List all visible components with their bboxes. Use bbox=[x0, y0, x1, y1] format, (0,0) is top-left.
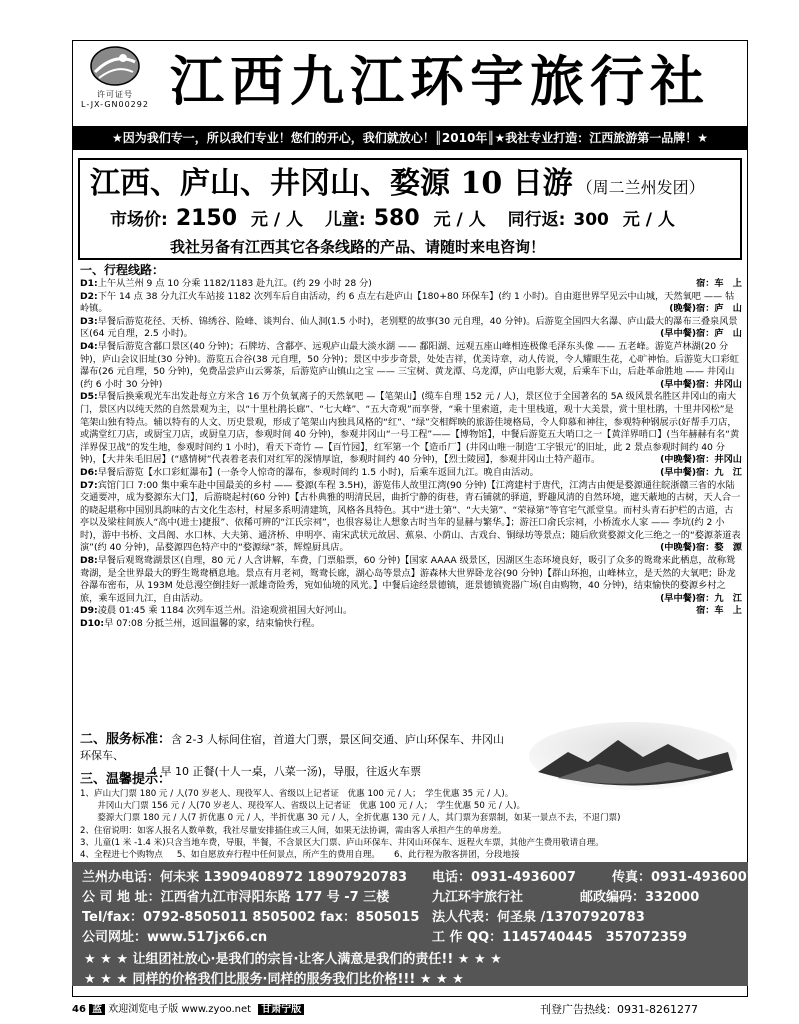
day-item bbox=[80, 618, 742, 631]
day-label: D6: bbox=[80, 466, 98, 478]
tip-line: 1、庐山大门票 180 元 / 人(70 岁老人、现役军人、省级以上记者证 优惠 100 元 / 人； 学生优惠 35 元 / 人)。 bbox=[80, 789, 514, 799]
itinerary-heading: 一、行程线路： bbox=[80, 263, 165, 277]
day-stay: (早中餐)宿：九 江 bbox=[660, 592, 742, 604]
day-item bbox=[80, 278, 742, 291]
route-title-text: 江西、庐山、井冈山、婺源 10 日游 bbox=[90, 166, 573, 201]
day-stay: (晚餐)宿：庐 山 bbox=[669, 303, 742, 315]
tip-item: 6、此行程为散客拼团，分段地接 bbox=[393, 850, 520, 861]
lanzhou-office: 兰州办电话：何未来 13909408972 18907920783 bbox=[82, 870, 408, 885]
child-price: 儿童: 580 元 / 人 bbox=[324, 206, 486, 231]
day-text: 早餐后换乘观光车出发赴每立方米含 16 万个负氧离子的天然氧吧 —【笔架山】(缆车自理 152 元 / 人)，景区位于全国著名的 5A 级风景名胜区井冈山的南大门，景区内以纯天然的自然景观为主，以“十里杜鹃长廊”、“七大峰”、“五大奇观”而享誉，“乘十里索道，走十里栈道，观十大美景，赏十里杜鹃，十里井冈松”是笔架山独有特点。辅以特有的人文、历史景观，形成了笔架山内独具风格的“红”、“绿”交相辉映的旅游佳境格局，令人仰慕和神往，参观特种钢展示(好帮手刀店，或满堂红刀店，或厨宝刀店，或厨皇刀店，参观时间 40 分钟)，参观井冈山“一号工程”——【博物馆】，中餐后游览五大哨口之一【黄洋界哨口】(当年赫赫有名“黄洋界保卫战”的发生地，参观时间约 1 小时)，看天下奇竹 —【百竹园】，红军第一个【造币厂】(井冈山唯一制造‘工字银元’的旧址，此 2 景点参观时间约 40 分钟)，【大井朱毛旧居】(“感情树”代表着老表们对红军的深情厚谊，参观时间约 40 分钟)，【烈士陵园】，参观井冈山土特产超市。 bbox=[80, 391, 740, 466]
day-label: D10: bbox=[80, 618, 105, 630]
logo-emblem-icon bbox=[89, 44, 141, 90]
day-item bbox=[80, 341, 742, 391]
notice-line: 我社另备有江西其它各条线路的产品、请随时来电咨询！ bbox=[170, 238, 546, 256]
itinerary bbox=[80, 263, 742, 631]
day-text: 早餐后观鸳鸯湖景区(自理，80 元 / 人含讲解，车费，门票船票，60 分钟)【国家 AAAA 级景区，因湖区生态环境良好，吸引了众多的鸳鸯来此栖息，故称鸳鸯湖，是全世界最大的野生鸳鸯栖息地。景点有月老祠，鸳鸯长廊，湖心岛等景点】游森林大世界卧龙谷(90 分钟)【群山环抱，山峰林立，是天然的大氧吧；卧龙谷瀑布密布，从 193M 处总漫空倒挂好一派雄奇险秀，宛如仙境的风光。】中餐后途经景德镇，逛景德镇瓷器广场(自由购物，40 分钟)，结束愉快的婺源乡村之旅，乘车返回九江，自由活动。 bbox=[80, 555, 736, 604]
tip-item: 5、如自愿放弃行程中任何景点，所产生的费用自理。 bbox=[176, 850, 380, 861]
fax: 传真：0931-4936007 bbox=[612, 870, 756, 885]
phone: 电话：0931-4936007 bbox=[432, 870, 576, 885]
day-stay: (早中餐)宿：庐 山 bbox=[660, 328, 742, 340]
route-subtitle: （周二兰州发团） bbox=[576, 178, 705, 197]
tip-line: 2、住宿说明：如客人报名人数单数，我社尽量安排插住或三人间，如果无法协调，需由客人承担产生的单房差。 bbox=[80, 825, 507, 836]
day-label: D4: bbox=[80, 340, 98, 352]
page-title: 江西九江环宇旅行社 bbox=[170, 49, 710, 113]
market-price: 市场价: 2150 元 / 人 bbox=[110, 206, 304, 231]
ad-hotline: 刊登广告热线：0931-8261277 bbox=[540, 1003, 698, 1016]
service-heading: 二、服务标准： bbox=[80, 732, 172, 747]
day-stay: (中晚餐)宿：井冈山 bbox=[660, 454, 742, 466]
tel-fax: Tel/fax：0792-8505011 8505002 fax：8505015 bbox=[82, 910, 420, 925]
page-number: 46 bbox=[72, 1004, 86, 1015]
day-text: 凌晨 01:45 乘 1184 次列车返兰州。沿途观赏祖国大好河山。 bbox=[97, 605, 353, 617]
day-text: 早餐后游览含鄱口景区(40 分钟)；石牌坊、含鄱亭、远观庐山最大淡水湖 —— 鄱阳湖、远观五座山峰相连极像毛泽东头像 —— 五老峰。游览芦林湖(20 分钟)，庐山会议旧址(30 分钟)。游览五合谷(38 元自理，50 分钟)；景区中步步奇景，处处吉祥，优美诗章，动人传说，令人耀眼生花，心旷神怡。后游览大口彩虹瀑布(26 元自理，50 分钟)，免费品尝庐山云雾茶，后游览庐山镇山之宝 —— 三宝树、黄龙潭、乌龙潭，庐山电影大观，后乘车下山，后赴革命胜地 —— 井冈山(约 6 小时 30 分钟) bbox=[80, 340, 739, 390]
day-label: D1: bbox=[80, 278, 98, 289]
day-text: 上午从兰州 9 点 10 分乘 1182/1183 赴九江。(约 29 小时 28 分) bbox=[97, 278, 372, 289]
slogan-1: ★ ★ ★ 让组团社放心·是我们的宗旨·让客人满意是我们的责任!! ★ ★ ★ bbox=[84, 952, 502, 967]
tip-line: 3、儿童(1 米 -1.4 米)只含当地车费，导服，半餐，不含景区大门票、庐山环保车、井冈山环保车、返程火车票，其他产生费用敬请自理。 bbox=[80, 837, 604, 848]
day-list bbox=[80, 278, 742, 631]
day-item bbox=[80, 291, 742, 316]
day-item bbox=[80, 480, 742, 556]
license-number: L-JX-GN00292 bbox=[81, 100, 149, 109]
day-text: 下午 14 点 38 分九江火车站接 1182 次列车后自由活动，约 6 点左右赴庐山【180+80 环保车】(约 1 小时)。自由逛世界罕见云中山城，天然氧吧 —— 牯岭镇。 bbox=[80, 290, 735, 315]
work-qq: 工 作 QQ：1145740445 357072359 bbox=[432, 930, 688, 945]
day-stay: (中晚餐)宿：婺 源 bbox=[660, 542, 742, 554]
day-item bbox=[80, 316, 742, 341]
edition-tag: 蓝 bbox=[89, 1004, 105, 1015]
website: 公司网址：www.517jx66.cn bbox=[82, 930, 268, 945]
day-label: D2: bbox=[80, 290, 98, 302]
day-label: D9: bbox=[80, 605, 98, 617]
company-logo bbox=[80, 44, 150, 116]
day-label: D5: bbox=[80, 391, 98, 403]
day-label: D7: bbox=[80, 479, 98, 491]
day-text: 早餐后游览【水口彩虹瀑布】(一条令人惊奇的瀑布，参观时间约 1.5 小时)，后乘车返回九江。晚自由活动。 bbox=[97, 466, 539, 478]
tip-lines bbox=[80, 788, 742, 849]
license-label: 许可证号 bbox=[97, 90, 133, 99]
welcome-text: 欢迎浏览电子版 www.zyoo.net bbox=[108, 1004, 252, 1015]
tips-heading: 三、温馨提示： bbox=[80, 772, 172, 787]
day-stay: (早中餐)宿：井冈山 bbox=[660, 378, 742, 390]
service-line-1: 含 2-3 人标间住宿，首道大门票，景区间交通、庐山环保车、井冈山环保车、 bbox=[80, 733, 504, 762]
company-name: 九江环宇旅行社 bbox=[432, 890, 524, 905]
service-line-2: 4 早 10 正餐(十人一桌，八菜一汤)，导服，往返火车票 bbox=[150, 765, 422, 778]
tip-line: 婺源大门票 180 元 / 人(7 折优惠 0 元 / 人，半折优惠 30 元 / 人，全折优惠 130 元 / 人，其门票为套票制，如某一景点不去，不退门票) bbox=[80, 813, 621, 824]
tips bbox=[80, 772, 742, 861]
day-label: D8: bbox=[80, 555, 98, 567]
day-item bbox=[80, 467, 742, 480]
day-item bbox=[80, 391, 742, 467]
address: 公 司 地 址：江西省九江市浔阳东路 177 号 -7 三楼 bbox=[82, 890, 390, 905]
day-stay: 宿：车 上 bbox=[696, 605, 742, 617]
tip-row bbox=[80, 849, 742, 861]
peer-price: 同行返: 300 元 / 人 bbox=[507, 210, 675, 230]
footer bbox=[72, 998, 748, 1022]
price-row bbox=[110, 206, 691, 233]
slogan-2: ★ ★ ★ 同样的价格我们比服务·同样的服务我们比价格!!! ★ ★ ★ bbox=[84, 972, 464, 987]
day-text: 早餐后游览花径、天桥、锦绣谷、险峰、谈判台、仙人洞(1.5 小时)，老别墅的故事(30 元自理，40 分钟)。后游览全国四大名瀑、庐山最大的瀑布三叠泉风景区(64 元自理，2.5 小时)。 bbox=[80, 315, 738, 340]
legal-rep: 法人代表：何圣泉 /13707920783 bbox=[432, 910, 645, 925]
contact-bar bbox=[72, 862, 756, 987]
day-text: 早 07:08 分抵兰州，返回温馨的家，结束愉快行程。 bbox=[104, 618, 321, 630]
edition-tag-2: 甘肃宁版 bbox=[258, 1004, 304, 1015]
day-label: D3: bbox=[80, 315, 98, 327]
tip-item: 4、全程进七个购物点 bbox=[80, 850, 163, 861]
day-stay: 宿：车 上 bbox=[696, 278, 742, 289]
day-item bbox=[80, 605, 742, 618]
route-title bbox=[90, 162, 705, 210]
day-stay: (早中餐)宿：九 江 bbox=[660, 466, 742, 478]
tip-line: 井冈山大门票 156 元 / 人(70 岁老人、现役军人、省级以上记者证 优惠 100 元 / 人； 学生优惠 50 元 / 人)。 bbox=[80, 801, 526, 812]
day-text: 宾馆门口 7:00 集中乘车赴中国最美的乡村 —— 婺源(车程 3.5H)，游览伟人故里江湾(90 分钟)【江湾建村于唐代，江湾古由便是婺源通往皖浙赣三省的水陆交通要冲，成为婺源东大门】，后游晓起村(60 分钟)【古朴典雅的明清民居，曲折宁静的街巷，青石铺就的驿道，野趣风清的自然环境，遮天蔽地的古树，天人合一的晓起堪称中国别具韵味的古文化生态村，村屋多系明清建筑，风格各具特色。其中“进士第”、“大夫第”、“荣禄第”等官宅气派堂皇。而村头青石护栏的古道，古亭以及梁柱间族人“高中(进士)捷报”、依稀可辨的“江氏宗祠”，也很容易让人想象古时当年的显赫与繁华。】；游汪口俞氏宗祠，小桥流水人家 —— 李坑(约 2 小时)，游中书桥、文昌阁、水口林、大夫第、通济桥、申明亭、南宋武状元故居、蕉泉、小荫山、古戏台、铜绿坊等景点；随后欣赏婺源文化三绝之一的“婺源茶道表演”(约 40 分钟)，品婺源四色特产中的“婺源绿”茶，辉煌厨具店。 bbox=[80, 479, 741, 554]
slogan-banner: ★因为我们专一，所以我们专业！您们的开心，我们就放心！║2010年║★我社专业打造：江西旅游第一品牌！★ bbox=[72, 126, 748, 150]
postcode: 邮政编码：332000 bbox=[580, 890, 700, 905]
day-item bbox=[80, 555, 742, 605]
